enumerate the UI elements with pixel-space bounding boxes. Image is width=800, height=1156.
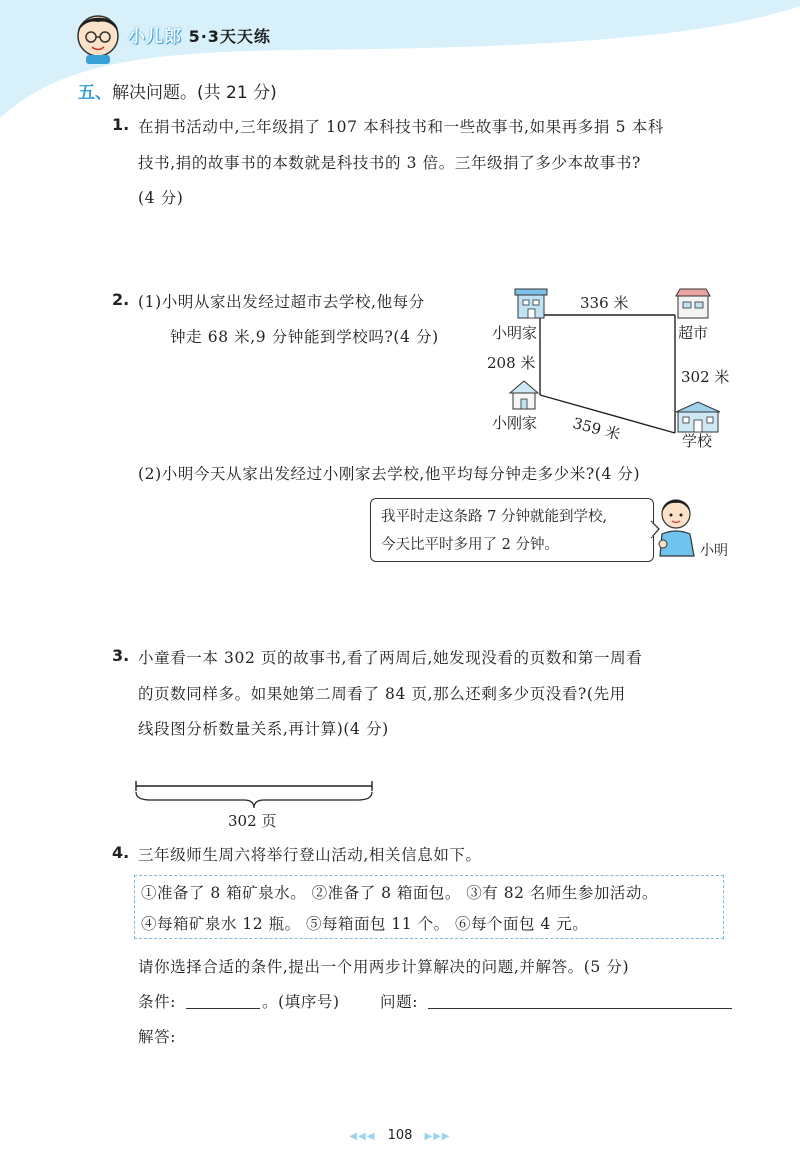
q3-line-2: 的页数同样多。如果她第二周看了 84 页,那么还剩多少页没看?(先用 bbox=[138, 685, 626, 703]
section-title-text: 解决问题。(共 21 分) bbox=[112, 83, 277, 103]
brand-title bbox=[128, 22, 271, 47]
q2-number: 2. bbox=[112, 290, 130, 309]
section-number: 五、 bbox=[78, 83, 112, 103]
q4-info-row-1: ①准备了 8 箱矿泉水。 ②准备了 8 箱面包。 ③有 82 名师生参加活动。 bbox=[141, 884, 658, 902]
q4-condition-blank[interactable] bbox=[186, 1008, 260, 1009]
mascot-boy-icon bbox=[68, 8, 128, 64]
map-label-school: 学校 bbox=[682, 432, 713, 450]
map-distance-home-market: 336 米 bbox=[580, 294, 629, 312]
footer-right-arrows: ▶▶▶ bbox=[424, 1131, 451, 1142]
q4-instruction: 请你选择合适的条件,提出一个用两步计算解决的问题,并解答。(5 分) bbox=[138, 958, 630, 976]
q4-info-box bbox=[134, 875, 724, 939]
q3-segment-diagram bbox=[130, 780, 380, 810]
map-distance-market-school: 302 米 bbox=[681, 368, 730, 386]
map-distance-home-gang: 208 米 bbox=[487, 354, 536, 372]
q4-question-blank[interactable] bbox=[428, 1008, 732, 1009]
speech-bubble bbox=[370, 498, 654, 562]
supermarket-icon bbox=[676, 289, 710, 318]
q4-condition-label: 条件: bbox=[138, 993, 177, 1011]
xiaoming-home-icon bbox=[515, 289, 547, 318]
q3-segment-label: 302 页 bbox=[228, 812, 277, 830]
q4-question-label: 问题: bbox=[380, 993, 419, 1011]
map-label-xiaogang-home: 小刚家 bbox=[492, 414, 538, 432]
q1-number: 1. bbox=[112, 115, 130, 134]
q4-answer-label: 解答: bbox=[138, 1028, 177, 1046]
bubble-line-2: 今天比平时多用了 2 分钟。 bbox=[381, 537, 559, 553]
q2-part1-line-1: (1)小明从家出发经过超市去学校,他每分 bbox=[138, 293, 425, 311]
brand-logo-text: 小儿郎 bbox=[128, 27, 182, 47]
q3-line-1: 小童看一本 302 页的故事书,看了两周后,她发现没看的页数和第一周看 bbox=[138, 649, 643, 667]
q2-part1-line-2: 钟走 68 米,9 分钟能到学校吗?(4 分) bbox=[170, 328, 439, 346]
map-label-xiaoming-home: 小明家 bbox=[492, 324, 538, 342]
q4-condition-hint: 。(填序号) bbox=[262, 993, 340, 1011]
q4-info-row-2: ④每箱矿泉水 12 瓶。 ⑤每箱面包 11 个。 ⑥每个面包 4 元。 bbox=[141, 915, 589, 933]
map-label-supermarket: 超市 bbox=[678, 324, 709, 342]
speaker-label-xiaoming: 小明 bbox=[700, 543, 728, 559]
school-icon bbox=[676, 402, 720, 432]
q4-intro: 三年级师生周六将举行登山活动,相关信息如下。 bbox=[138, 846, 482, 864]
q3-number: 3. bbox=[112, 646, 130, 665]
q4-number: 4. bbox=[112, 843, 130, 862]
route-lines bbox=[540, 315, 675, 433]
q3-line-3: 线段图分析数量关系,再计算)(4 分) bbox=[138, 720, 389, 738]
brand-series-text: 5·3天天练 bbox=[188, 27, 271, 46]
bubble-line-1: 我平时走这条路 7 分钟就能到学校, bbox=[381, 509, 608, 525]
q1-line-3: (4 分) bbox=[138, 189, 184, 207]
xiaogang-home-icon bbox=[510, 381, 538, 409]
xiaoming-boy-icon bbox=[654, 494, 700, 558]
map-distance-gang-school: 359 米 bbox=[570, 413, 623, 444]
q3-brace bbox=[136, 792, 372, 808]
q1-line-2: 技书,捐的故事书的本数就是科技书的 3 倍。三年级捐了多少本故事书? bbox=[138, 154, 641, 172]
q1-line-1: 在捐书活动中,三年级捐了 107 本科技书和一些故事书,如果再多捐 5 本科 bbox=[138, 118, 664, 136]
page-footer bbox=[0, 1128, 800, 1143]
page-number: 108 bbox=[387, 1128, 413, 1143]
q2-part2-line: (2)小明今天从家出发经过小刚家去学校,他平均每分钟走多少米?(4 分) bbox=[138, 465, 641, 483]
footer-left-arrows: ◀◀◀ bbox=[349, 1131, 376, 1142]
section-title bbox=[78, 78, 277, 103]
